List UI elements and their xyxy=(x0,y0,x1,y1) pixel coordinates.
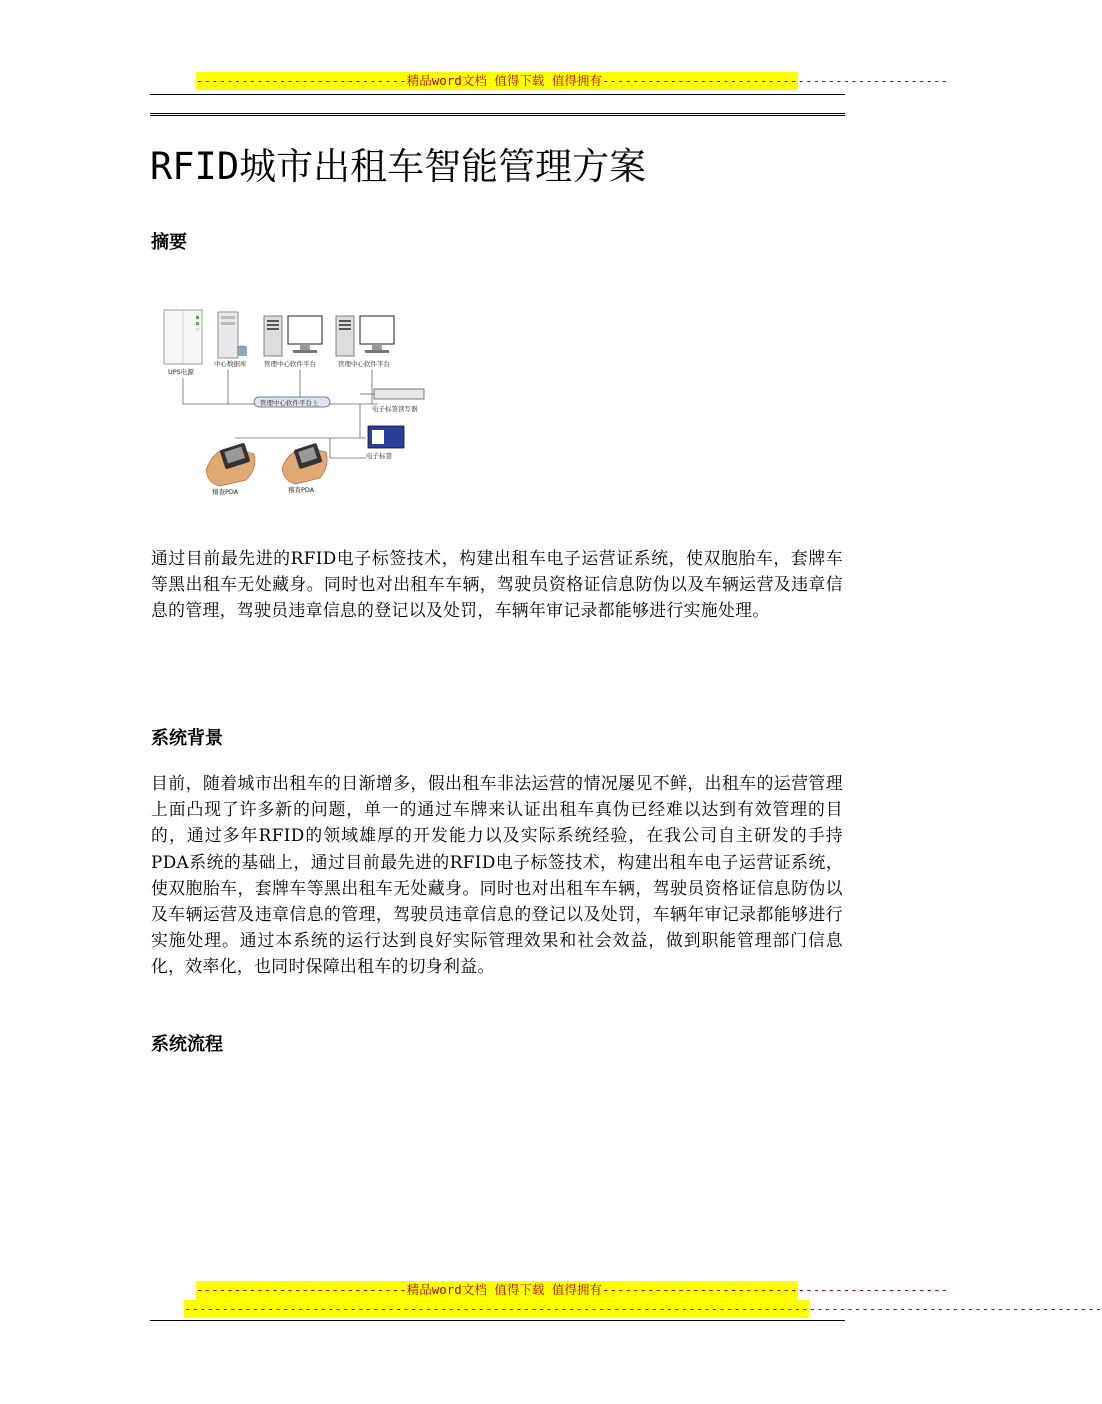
management-workstation-icon xyxy=(264,316,322,356)
background-heading: 系统背景 xyxy=(151,728,223,749)
abstract-heading: 摘要 xyxy=(151,232,187,253)
tag-label: 电子标签 xyxy=(366,452,392,460)
database-server-icon xyxy=(218,312,247,358)
management-workstation-icon xyxy=(336,316,394,356)
abstract-paragraph: 通过目前最先进的RFID电子标签技术，构建出租车电子运营证系统，使双胞胎车，套牌车等黑出租车无处藏身。同时也对出租车车辆，驾驶员资格证信息防伪以及车辆运营及违章信息的管理，驾驶员违章信息的登记以及处罚，车辆年审记录都能够进行实施处理。 xyxy=(151,548,843,621)
header-banner: ----------------------------精品word文档 值得下载 值得拥有---------------------------------------------- xyxy=(196,73,949,88)
flow-heading: 系统流程 xyxy=(151,1034,223,1055)
header-rule-top xyxy=(150,94,845,95)
electronic-tag-icon xyxy=(368,426,404,448)
workstation-1-label: 管理中心软件平台 xyxy=(264,360,316,368)
pda-handheld-icon xyxy=(206,442,255,486)
document-title: RFID城市出租车智能管理方案 xyxy=(150,145,647,188)
footer-rule xyxy=(150,1320,845,1321)
header-rule-bottom xyxy=(150,113,845,116)
footer-banner-2: -------------------------------------------------------------------------------------------------------------------------- xyxy=(184,1301,1102,1316)
tag-reader-icon xyxy=(374,389,424,399)
database-label: 中心数据库 xyxy=(214,360,247,368)
network-lines xyxy=(183,370,378,458)
pda-1-label: 稽查PDA xyxy=(212,488,239,496)
pda-handheld-icon xyxy=(282,443,327,484)
ups-power-icon xyxy=(164,310,202,364)
system-network-diagram xyxy=(160,298,440,500)
bus-label: 管理中心软件平台上 xyxy=(260,399,319,407)
pda-2-label: 稽查PDA xyxy=(288,486,315,494)
ups-label: UPS电源 xyxy=(168,368,194,376)
background-paragraph: 目前，随着城市出租车的日渐增多，假出租车非法运营的情况屡见不鲜，出租车的运营管理上面凸现了许多新的问题，单一的通过车牌来认证出租车真伪已经难以达到有效管理的目的，通过多年RFID的领域雄厚的开发能力以及实际系统经验，在我公司自主研发的手持PDA系统的基础上，通过目前最先进的RFID电子标签技术，构建出租车电子运营证系统，使双胞胎车，套牌车等黑出租车无处藏身。同时也对出租车车辆，驾驶员资格证信息防伪以及车辆运营及违章信息的管理，驾驶员违章信息的登记以及处罚，车辆年审记录都能够进行实施处理。通过本系统的运行达到良好实际管理效果和社会效益，做到职能管理部门信息化，效率化，也同时保障出租车的切身利益。 xyxy=(151,773,843,977)
tag-reader-label: 电子标签读写器 xyxy=(372,405,418,413)
workstation-2-label: 管理中心软件平台 xyxy=(338,360,390,368)
footer-banner-1: ----------------------------精品word文档 值得下载 值得拥有---------------------------------------------- xyxy=(196,1282,949,1297)
